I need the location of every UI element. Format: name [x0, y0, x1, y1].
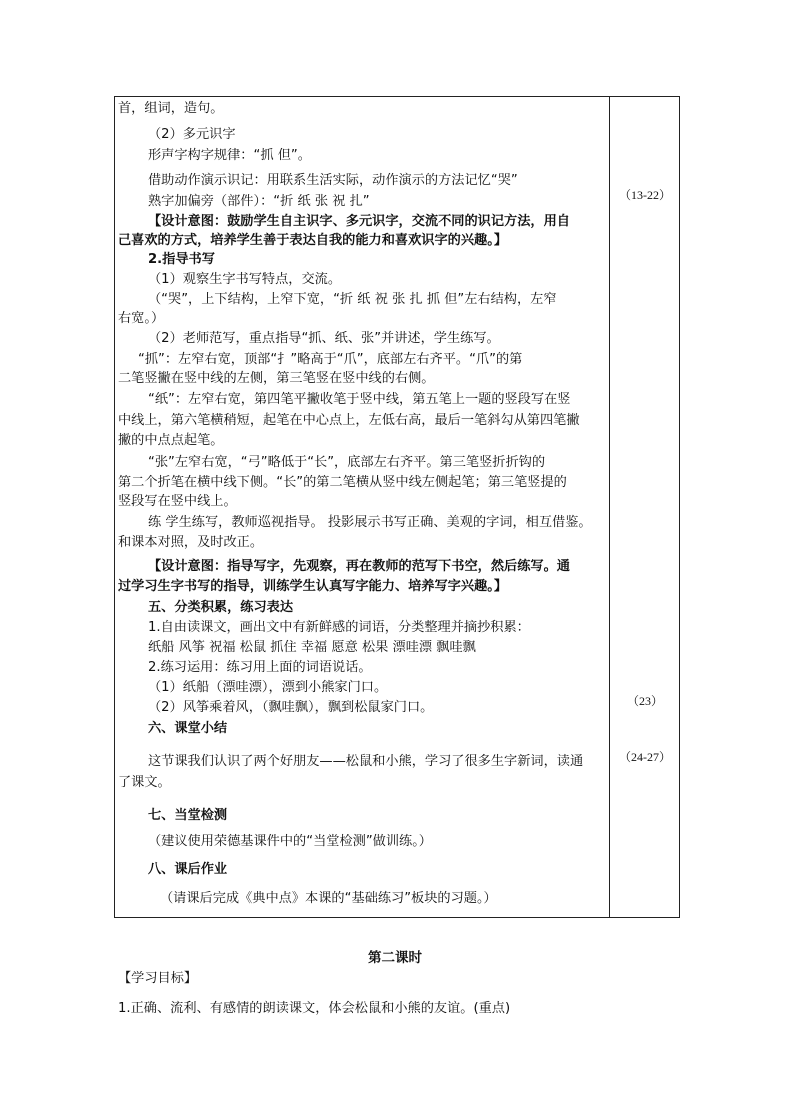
- text-line: “纸”：左窄右宽，第四笔平撇收笔于竖中线，第五笔上一题的竖段写在竖: [148, 392, 571, 407]
- text-line: （1）纸船（漂哇漂），漂到小熊家门口。: [148, 680, 388, 695]
- text-line: “抓”：左窄右宽，顶部“扌”略高于“爪”，底部左右齐平。“爪”的第: [138, 352, 523, 367]
- text-line: 竖段写在竖中线上。: [118, 494, 237, 509]
- text-line: 借助动作演示识记：用联系生活实际，动作演示的方法记忆“哭”: [148, 173, 518, 188]
- text-line: 了课文。: [118, 775, 171, 790]
- side-note: （13-22）: [619, 188, 671, 202]
- text-line: （建议使用荣德基课件中的“当堂检测”做训练。）: [148, 834, 432, 849]
- section-title: 第二课时: [368, 950, 422, 966]
- text-line: “张”左窄右宽，“弓”略低于“长”，底部左右齐平。第三笔竖折折钩的: [148, 455, 546, 470]
- text-line: 和课本对照，及时改正。: [118, 535, 264, 550]
- column-divider: [609, 96, 610, 918]
- text-line: 2.练习运用：练习用上面的词语说话。: [148, 660, 372, 675]
- learning-goals-heading: 【学习目标】: [118, 971, 198, 986]
- design-intent-2-cont: 过学习生字书写的指导，训练学生认真写字能力、培养写字兴趣。】: [118, 579, 508, 594]
- text-line: 撇的中点点起笔。: [118, 433, 224, 448]
- text-line: 熟字加偏旁（部件）：“折 纸 张 祝 扎”: [148, 194, 370, 209]
- text-line: 二笔竖撇在竖中线的左侧，第三笔竖在竖中线的右侧。: [118, 371, 435, 386]
- text-line: 第二个折笔在横中线下侧。“长”的第二笔横从竖中线左侧起笔；第三笔竖提的: [118, 475, 567, 490]
- design-intent-2: 【设计意图：指导写字，先观察，再在教师的范写下书空，然后练写。通: [148, 559, 570, 574]
- section-heading: 五、分类积累，练习表达: [148, 600, 294, 615]
- text-line: （2）老师范写，重点指导“抓、纸、张”并讲述，学生练写。: [148, 331, 500, 346]
- text-line: 右宽。）: [118, 311, 165, 326]
- text-line: 形声字构字规律：“抓 但”。: [148, 148, 311, 163]
- section-heading: 2.指导书写: [148, 252, 215, 267]
- section-heading: 六、课堂小结: [148, 721, 228, 736]
- text-line: （“哭”，上下结构，上窄下宽，“折 纸 祝 张 扎 抓 但”左右结构，左窄: [148, 292, 557, 307]
- text-line: （2）多元识字: [148, 127, 236, 142]
- text-line: 首，组词，造句。: [118, 101, 224, 116]
- text-line: （1）观察生字书写特点，交流。: [148, 272, 342, 287]
- text-line: 练 学生练写，教师巡视指导。 投影展示书写正确、美观的字词，相互借鉴。: [148, 515, 592, 530]
- text-line: 中线上，第六笔横稍短，起笔在中心点上，左低右高，最后一笔斜勾从第四笔撇: [118, 413, 580, 428]
- text-line: 1.自由读课文，画出文中有新鲜感的词语，分类整理并摘抄积累：: [148, 620, 530, 635]
- text-line: （2）风筝乘着风，（飘哇飘），飘到松鼠家门口。: [148, 700, 434, 715]
- text-line: 这节课我们认识了两个好朋友——松鼠和小熊，学习了很多生字新词，读通: [148, 754, 584, 769]
- section-heading: 七、当堂检测: [148, 808, 228, 823]
- vocabulary-list: 纸船 风筝 祝福 松鼠 抓住 幸福 愿意 松果 漂哇漂 飘哇飘: [148, 640, 476, 655]
- learning-goal-item: 1.正确、流利、有感情的朗读课文，体会松鼠和小熊的友谊。(重点): [118, 1001, 511, 1016]
- design-intent-1: 【设计意图：鼓励学生自主识字、多元识字，交流不同的识记方法，用自: [148, 214, 570, 229]
- design-intent-1-cont: 己喜欢的方式，培养学生善于表达自我的能力和喜欢识字的兴趣。】: [118, 233, 508, 248]
- text-line: （请课后完成《典中点》本课的“基础练习”板块的习题。）: [160, 891, 497, 906]
- side-note: （23）: [626, 694, 663, 708]
- section-heading: 八、课后作业: [148, 862, 228, 877]
- side-note: （24-27）: [619, 750, 671, 764]
